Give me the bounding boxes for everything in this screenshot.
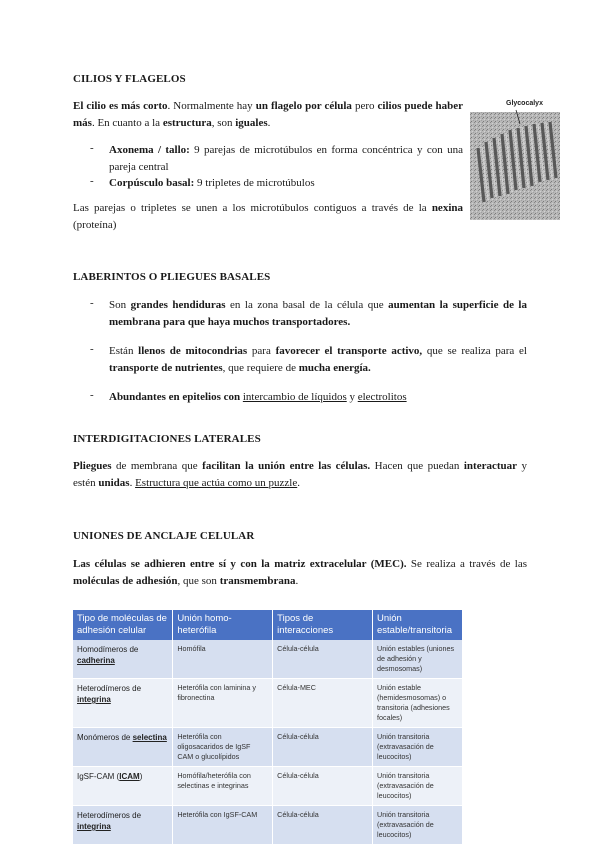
bullet-mitocondrias: Están llenos de mitocondrias para favorecer el transporte activo, que se realiza para el transporte de nutrientes, que requiere de mucha energía. bbox=[109, 345, 527, 374]
table-cell: Heterófila con oligosacaridos de IgSF CAM o glucolípidos bbox=[173, 728, 273, 767]
table-cell: Heterodímeros de integrina bbox=[73, 679, 173, 728]
table-row bbox=[73, 728, 463, 767]
section-title-laberintos: LABERINTOS O PLIEGUES BASALES bbox=[73, 271, 271, 283]
table-cell: Monómeros de selectina bbox=[73, 728, 173, 767]
table-cell: Heterófila con laminina y fibronectina bbox=[173, 679, 273, 728]
bullet-dash: - bbox=[90, 297, 94, 309]
glycocalyx-micrograph bbox=[470, 90, 560, 220]
table-cell: Unión transitoria (extravasación de leucocitos) bbox=[373, 767, 463, 806]
section-title-cilios: CILIOS Y FLAGELOS bbox=[73, 73, 186, 85]
table-row bbox=[73, 640, 463, 679]
interdigitaciones-paragraph: Pliegues de membrana que facilitan la unión entre las células. Hacen que puedan interactuar y estén unidas. Estructura que actúa como un puzzle. bbox=[73, 460, 528, 489]
header-interacciones: Tipos de interacciones bbox=[273, 610, 373, 640]
table-cell: Heterodímeros de integrina bbox=[73, 806, 173, 845]
bullet-dash: - bbox=[90, 142, 94, 154]
table-cell: Homófila bbox=[173, 640, 273, 679]
cilios-paragraph-1: El cilio es más corto. Normalmente hay un flagelo por célula pero cilios puede haber más. En cuanto a la estructura, son iguales. bbox=[73, 100, 463, 129]
header-estable: Unión estable/transitoria bbox=[373, 610, 463, 640]
bullet-abundantes: Abundantes en epitelios con intercambio de líquidos y electrolitos bbox=[109, 391, 407, 403]
table-cell: Célula-MEC bbox=[273, 679, 373, 728]
bullet-dash: - bbox=[90, 343, 94, 355]
table-cell: Célula-célula bbox=[273, 728, 373, 767]
section-title-interdigitaciones: INTERDIGITACIONES LATERALES bbox=[73, 433, 261, 445]
table-row bbox=[73, 767, 463, 806]
table-cell: Célula-célula bbox=[273, 806, 373, 845]
table-cell: Célula-célula bbox=[273, 767, 373, 806]
micrograph-image bbox=[470, 90, 560, 220]
table-cell: Homodímeros de cadherina bbox=[73, 640, 173, 679]
table-cell: Unión estable (hemidesmosomas) o transitoria (adhesiones focales) bbox=[373, 679, 463, 728]
header-tipo: Tipo de moléculas de adhesión celular bbox=[73, 610, 173, 640]
cilios-paragraph-2: Las parejas o tripletes se unen a los microtúbulos contiguos a través de la nexina (proteína) bbox=[73, 202, 463, 231]
section-title-uniones: UNIONES DE ANCLAJE CELULAR bbox=[73, 530, 255, 542]
table-row bbox=[73, 679, 463, 728]
table-row bbox=[73, 806, 463, 845]
adhesion-table bbox=[73, 610, 463, 845]
table-cell: Célula-célula bbox=[273, 640, 373, 679]
table-cell: Heterófila con IgSF-CAM bbox=[173, 806, 273, 845]
table-cell: Unión estables (uniones de adhesión y desmosomas) bbox=[373, 640, 463, 679]
bullet-hendiduras: Son grandes hendiduras en la zona basal de la célula que aumentan la superficie de la membrana para que haya muchos transportadores. bbox=[109, 299, 527, 328]
table-cell: IgSF-CAM (ICAM) bbox=[73, 767, 173, 806]
uniones-paragraph: Las células se adhieren entre sí y con la matriz extracelular (MEC). Se realiza a través de las moléculas de adhesión, que son transmembrana. bbox=[73, 558, 527, 587]
bullet-dash: - bbox=[90, 175, 94, 187]
table-cell: Homófila/heterófila con selectinas e integrinas bbox=[173, 767, 273, 806]
bullet-axonema: Axonema / tallo: 9 parejas de microtúbulos en forma concéntrica y con una pareja central bbox=[109, 144, 463, 173]
table-header-row bbox=[73, 610, 463, 640]
table-cell: Unión transitoria (extravasación de leucocitos) bbox=[373, 806, 463, 845]
bullet-dash: - bbox=[90, 389, 94, 401]
glycocalyx-label: Glycocalyx bbox=[506, 100, 543, 107]
table-cell: Unión transitoria (extravasación de leucocitos) bbox=[373, 728, 463, 767]
header-union: Unión homo-heterófila bbox=[173, 610, 273, 640]
bullet-corpusculo: Corpúsculo basal: 9 tripletes de microtúbulos bbox=[109, 177, 315, 189]
